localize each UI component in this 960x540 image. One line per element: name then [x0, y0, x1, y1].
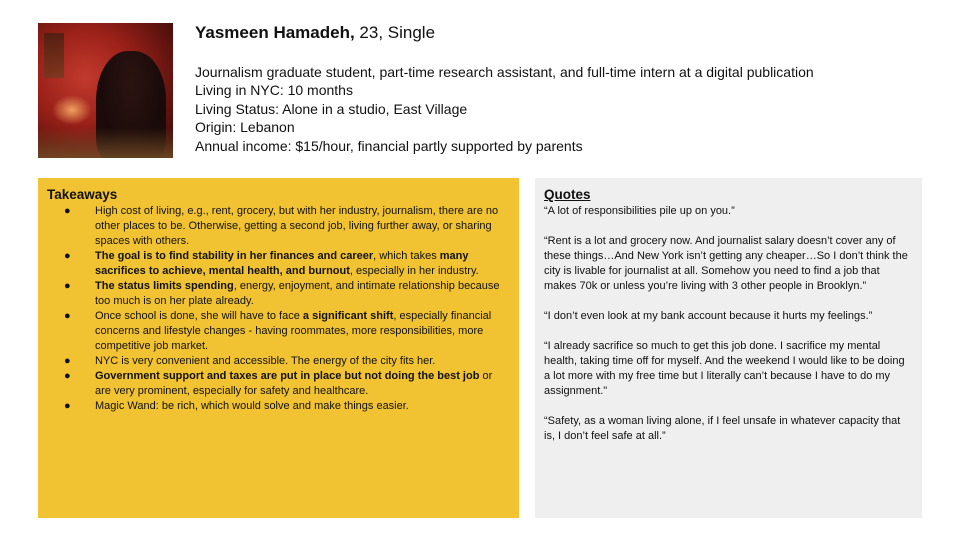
takeaway-item: [47, 369, 510, 399]
quote-item: “A lot of responsibilities pile up on you.”: [544, 205, 735, 217]
takeaway-emphasis: The goal is to find stability in her finances and career: [95, 250, 374, 262]
takeaways-title: Takeaways: [47, 187, 118, 202]
takeaway-emphasis: Government support and taxes are put in place but not doing the best job: [95, 370, 480, 382]
takeaways-list: [47, 204, 510, 414]
takeaway-emphasis: many sacrifices to achieve, mental health, and burnout: [95, 250, 469, 277]
takeaway-item: [47, 249, 510, 279]
persona-header: [195, 22, 935, 155]
bio-living-duration: Living in NYC: 10 months: [195, 82, 353, 99]
bullet-icon: ●: [64, 355, 71, 367]
quotes-title: Quotes: [544, 187, 591, 202]
photo-light: [52, 95, 92, 125]
bullet-icon: ●: [64, 310, 71, 322]
quote-item: “I don’t even look at my bank account because it hurts my feelings.”: [544, 310, 873, 322]
bullet-icon: ●: [64, 205, 71, 217]
bio-living-status: Living Status: Alone in a studio, East Village: [195, 100, 468, 117]
takeaway-emphasis: The status limits spending: [95, 280, 234, 292]
bullet-icon: ●: [64, 280, 71, 292]
bullet-icon: ●: [64, 250, 71, 262]
bullet-icon: ●: [64, 400, 71, 412]
photo-floor: [38, 128, 173, 158]
photo-window: [44, 33, 64, 78]
bio-occupation: Journalism graduate student, part-time research assistant, and full-time intern at a digital publication: [195, 64, 814, 80]
takeaway-emphasis: a significant shift: [302, 310, 394, 322]
quote-item: “I already sacrifice so much to get this job done. I sacrifice my mental health, taking time off for myself. And the weekend I would like to be doing a lot more with my free time but I literally can’t because I have to do my assignment.": [544, 340, 905, 397]
takeaway-text: , energy, enjoyment, and intimate relationship because too much is on her plate already.: [95, 280, 500, 307]
quote-item: “Rent is a lot and grocery now. And journalist salary doesn’t cover any of these things…And New York isn’t getting any cheaper…So I don’t think the city is livable for journalist at all. Somehow you need to find a job that makes 70k or unless you’re living with 3 other people in Brooklyn.”: [544, 235, 908, 292]
takeaways-panel: [38, 178, 519, 518]
persona-name-line: [195, 22, 935, 44]
takeaway-text: High cost of living, e.g., rent, grocery, but with her industry, journalism, there are no other places to be. Otherwise, getting a second job, living further away, or sharing spaces with others.: [95, 205, 499, 247]
takeaway-text: , which takes: [373, 250, 440, 262]
takeaway-text: Magic Wand: be rich, which would solve and make things easier.: [95, 400, 409, 412]
bio-income: Annual income: $15/hour, financial partly supported by parents: [195, 137, 583, 154]
takeaway-item: [47, 399, 510, 414]
persona-name: Yasmeen Hamadeh,: [195, 23, 355, 42]
quotes-panel: [535, 178, 922, 518]
takeaway-item: [47, 354, 510, 369]
takeaway-text: NYC is very convenient and accessible. The energy of the city fits her.: [95, 355, 436, 367]
takeaway-text: , especially in her industry.: [349, 265, 479, 277]
quote-item: “Safety, as a woman living alone, if I feel unsafe in whatever capacity that is, I don’t feel safe at all.”: [544, 415, 901, 442]
persona-bio: [195, 63, 935, 155]
takeaway-text: , especially financial concerns and lifestyle changes - having roommates, more responsibilities, more competitive job market.: [95, 310, 492, 352]
takeaway-text: or are very prominent, especially for safety and healthcare.: [95, 370, 493, 397]
persona-photo: [38, 23, 173, 158]
persona-age-status: 23, Single: [354, 23, 436, 42]
takeaway-item: [47, 309, 510, 354]
bio-origin: Origin: Lebanon: [195, 119, 295, 136]
bullet-icon: ●: [64, 370, 71, 382]
takeaway-item: [47, 279, 510, 309]
takeaway-item: [47, 204, 510, 249]
takeaway-text: Once school is done, she will have to face: [95, 310, 303, 322]
